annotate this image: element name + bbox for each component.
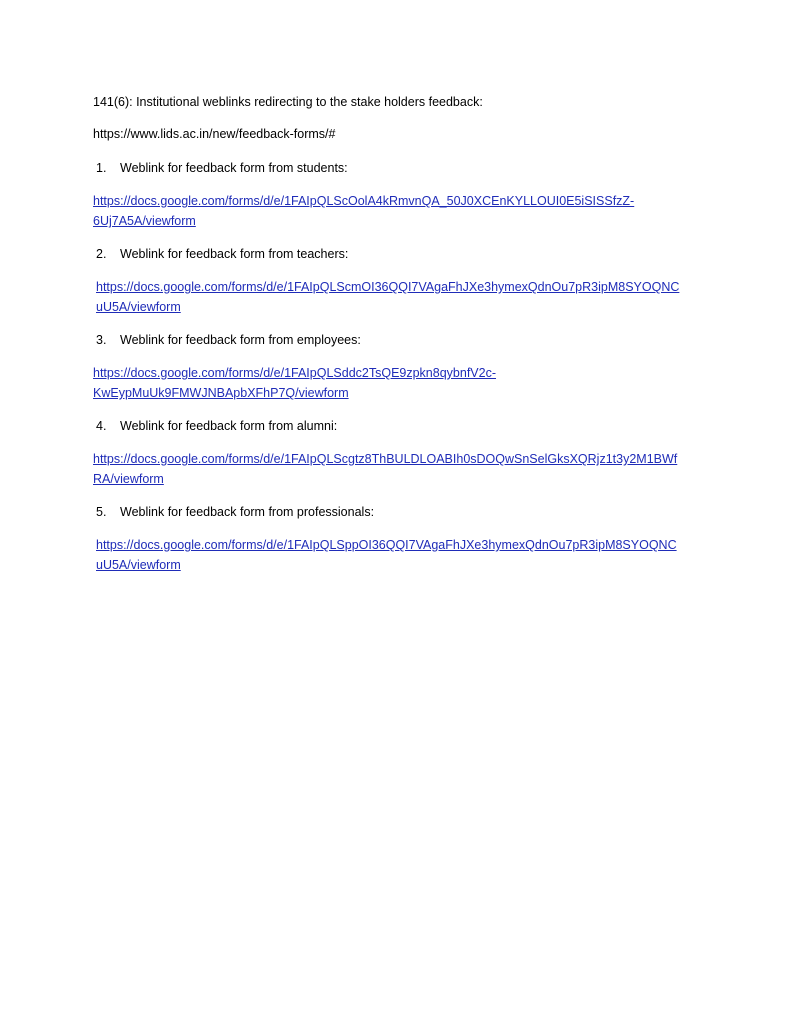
employees-feedback-link[interactable]: [93, 363, 496, 403]
students-feedback-link[interactable]: [93, 191, 634, 231]
link-line-2[interactable]: uU5A/viewform: [96, 558, 181, 572]
item-label: Weblink for feedback form from teachers:: [120, 247, 349, 261]
list-item-5: [96, 502, 374, 522]
item-number: 2.: [96, 247, 107, 261]
item-label: Weblink for feedback form from professionals:: [120, 505, 375, 519]
list-item-3: [96, 330, 361, 350]
item-number: 3.: [96, 333, 107, 347]
link-line-2[interactable]: RA/viewform: [93, 472, 164, 486]
professionals-feedback-link[interactable]: [96, 535, 677, 575]
link-line-1[interactable]: https://docs.google.com/forms/d/e/1FAIpQLScgtz8ThBULDLOABIh0sDOQwSnSelGksXQRjz1t3y2M1BWf: [93, 452, 678, 466]
link-line-2[interactable]: KwEypMuUk9FMWJNBApbXFhP7Q/viewform: [93, 386, 349, 400]
link-line-1[interactable]: https://docs.google.com/forms/d/e/1FAIpQLScOolA4kRmvnQA_50J0XCEnKYLLOUI0E5iSISSfzZ-: [93, 194, 635, 208]
list-item-1: [96, 158, 348, 178]
item-label: Weblink for feedback form from alumni:: [120, 419, 338, 433]
list-item-4: [96, 416, 337, 436]
item-number: 5.: [96, 505, 107, 519]
item-label: Weblink for feedback form from students:: [120, 161, 348, 175]
item-number: 4.: [96, 419, 107, 433]
teachers-feedback-link[interactable]: [96, 277, 679, 317]
item-label: Weblink for feedback form from employees:: [120, 333, 361, 347]
page-heading: 141(6): Institutional weblinks redirecting to the stake holders feedback:: [93, 95, 483, 109]
link-line-2[interactable]: uU5A/viewform: [96, 300, 181, 314]
link-line-1[interactable]: https://docs.google.com/forms/d/e/1FAIpQLScmOI36QQI7VAgaFhJXe3hymexQdnOu7pR3ipM8SYOQNC: [96, 280, 680, 294]
main-feedback-url: https://www.lids.ac.in/new/feedback-forms/#: [93, 127, 336, 141]
link-line-2[interactable]: 6Uj7A5A/viewform: [93, 214, 196, 228]
list-item-2: [96, 244, 348, 264]
link-line-1[interactable]: https://docs.google.com/forms/d/e/1FAIpQLSppOI36QQI7VAgaFhJXe3hymexQdnOu7pR3ipM8SYOQNC: [96, 538, 677, 552]
item-number: 1.: [96, 161, 107, 175]
link-line-1[interactable]: https://docs.google.com/forms/d/e/1FAIpQLSddc2TsQE9zpkn8qybnfV2c-: [93, 366, 496, 380]
alumni-feedback-link[interactable]: [93, 449, 677, 489]
